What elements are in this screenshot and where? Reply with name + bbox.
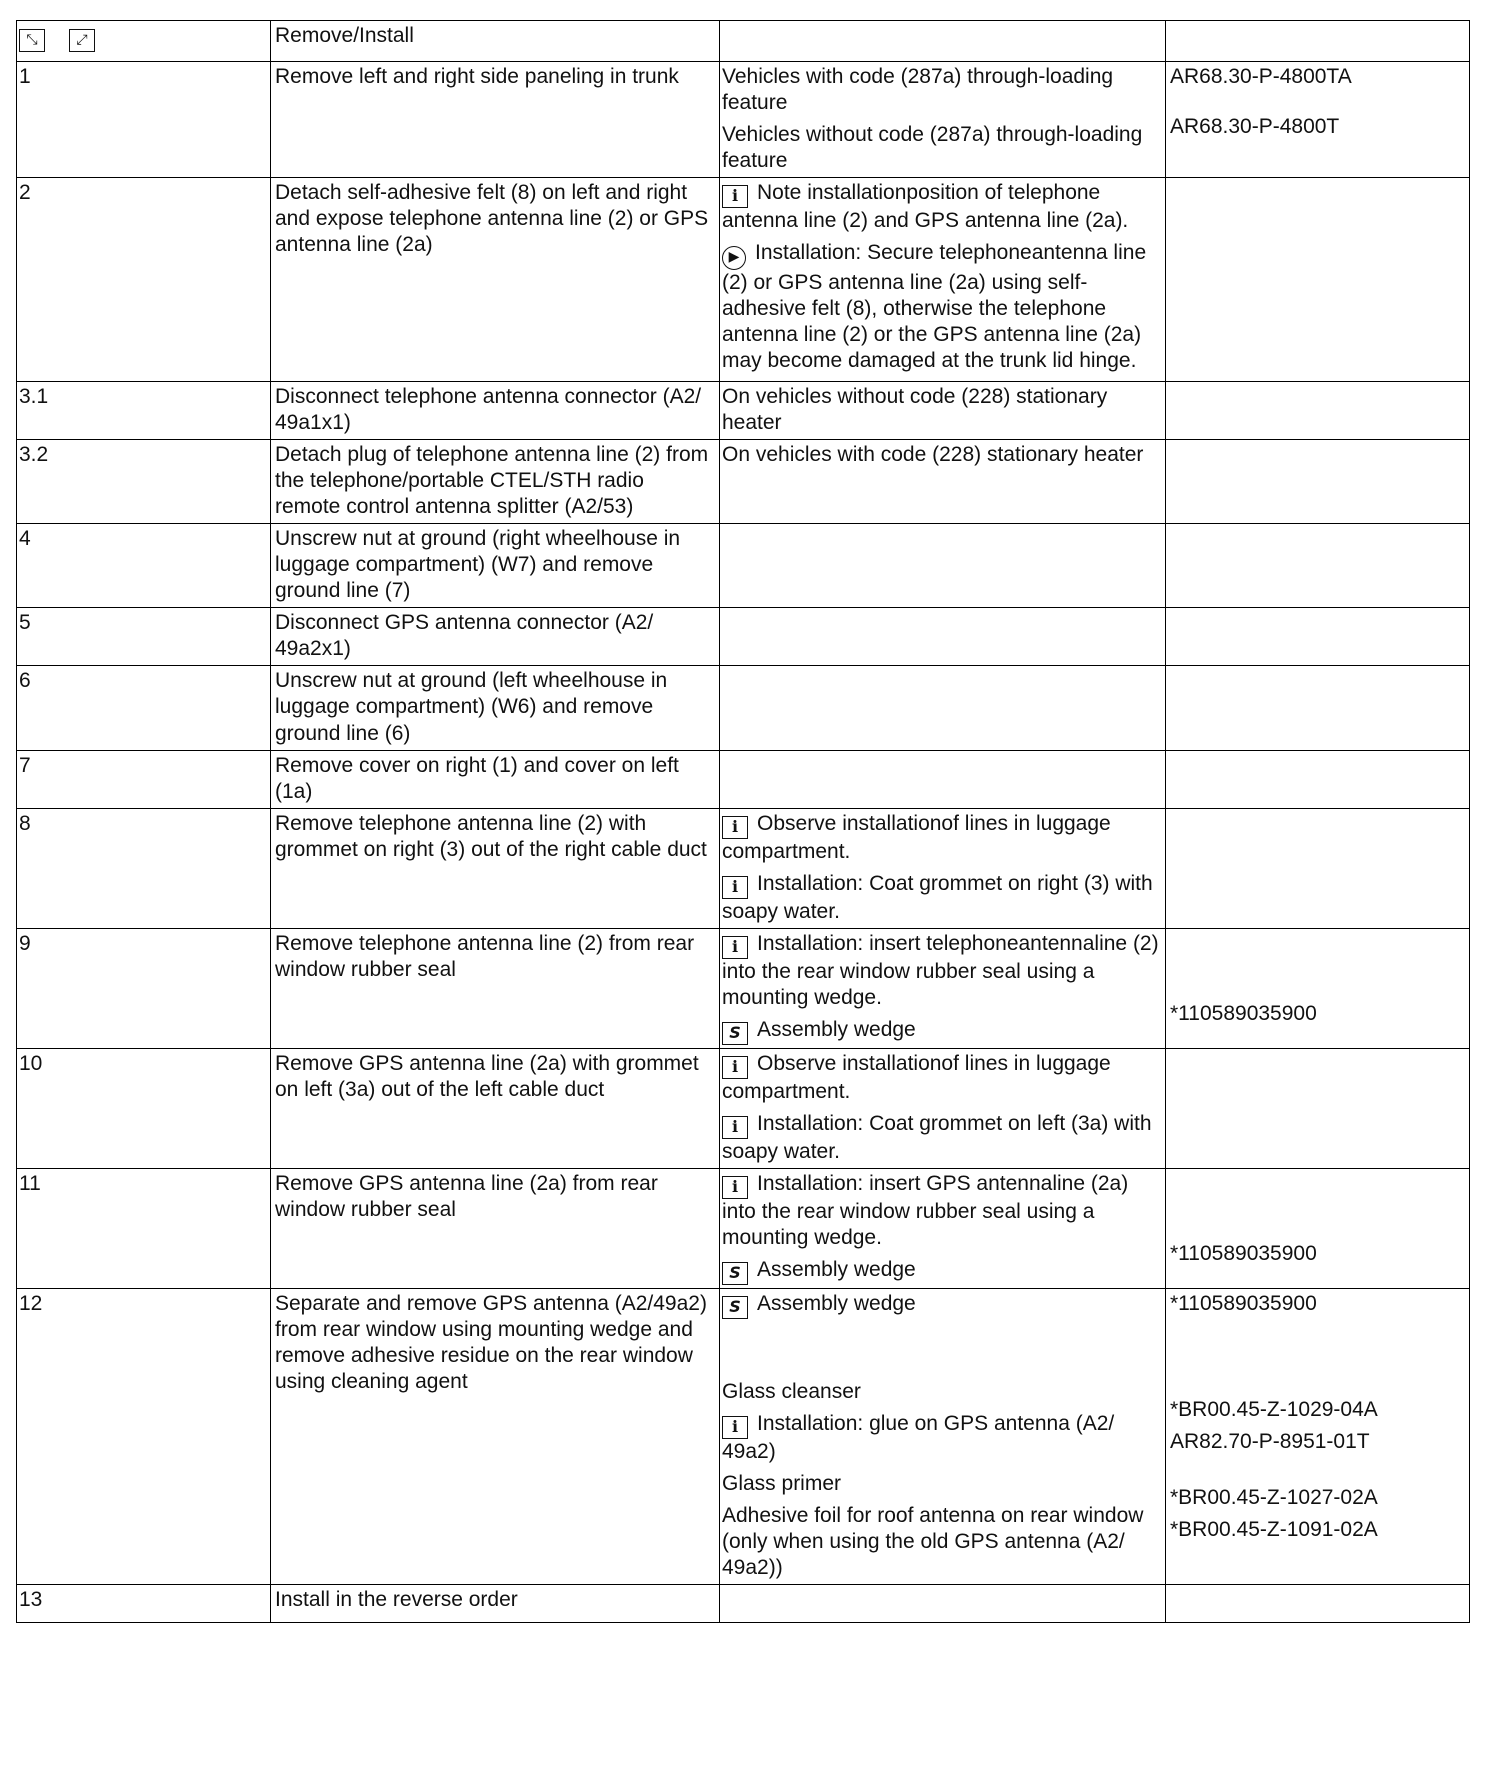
step-notes [720,1048,1166,1168]
note-text: On vehicles with code (228) stationary heater [722,443,1144,467]
step-number: 8 [17,808,271,928]
step-notes [720,750,1166,808]
step-references [1166,524,1470,608]
step-references [1166,928,1470,1048]
table-row [17,666,1470,750]
info-icon: i [722,936,748,959]
note-item [722,931,1163,1011]
step-references [1166,440,1470,524]
table-row [17,1168,1470,1288]
table-row [17,1048,1470,1168]
header-action: Remove/Install [271,21,720,62]
step-references [1166,1168,1470,1288]
note-text: Glass primer [722,1471,842,1495]
reference-code[interactable]: *BR00.45-Z-1029-04A [1170,1397,1378,1421]
step-references [1166,1585,1470,1623]
info-icon: i [722,816,748,839]
note-text: Observe installationof lines in luggage compartment. [722,811,1111,863]
note-item [722,1257,1163,1285]
table-row [17,808,1470,928]
table-header-row [17,21,1470,62]
note-text: On vehicles without code (228) stationary heater [722,385,1108,435]
note-item [722,122,1163,174]
note-item [722,811,1163,865]
note-text: Installation: insert telephoneantennaline (2) into the rear window rubber seal using a mounting wedge. [722,931,1159,1009]
header-refs [1166,21,1470,62]
info-icon: i [722,185,748,208]
step-number: 2 [17,178,271,382]
table-row [17,524,1470,608]
note-item [722,1379,1163,1405]
note-text: Assembly wedge [757,1017,916,1041]
table-row [17,750,1470,808]
step-notes [720,928,1166,1048]
step-action: Remove cover on right (1) and cover on left (1a) [271,750,720,808]
note-item [722,1503,1163,1581]
note-text: Installation: Coat grommet on right (3) with soapy water. [722,871,1153,923]
info-icon: i [722,1056,748,1079]
step-action: Detach plug of telephone antenna line (2) from the telephone/portable CTEL/STH radio remote control antenna splitter (A2/53) [271,440,720,524]
step-number: 11 [17,1168,271,1288]
info-icon: i [722,1116,748,1139]
step-references [1166,1048,1470,1168]
reference-code[interactable]: AR82.70-P-8951-01T [1170,1429,1370,1453]
step-number: 9 [17,928,271,1048]
info-icon: i [722,1176,748,1199]
step-number: 10 [17,1048,271,1168]
reference-code[interactable]: AR68.30-P-4800T [1170,115,1340,139]
note-text: Installation: glue on GPS antenna (A2/ 49a2) [722,1411,1115,1463]
step-notes [720,808,1166,928]
step-action: Separate and remove GPS antenna (A2/49a2) from rear window using mounting wedge and remove adhesive residue on the rear window using cleaning agent [271,1288,720,1584]
note-item [722,871,1163,925]
info-icon: i [722,1416,748,1439]
table-row [17,1585,1470,1623]
table-row [17,62,1470,178]
table-row [17,928,1470,1048]
step-action: Remove GPS antenna line (2a) with grommet on left (3a) out of the left cable duct [271,1048,720,1168]
step-notes [720,62,1166,178]
reference-code[interactable]: *BR00.45-Z-1027-02A [1170,1485,1378,1509]
tool-icon: S [722,1022,748,1045]
note-item [722,240,1163,374]
table-row [17,440,1470,524]
step-action: Install in the reverse order [271,1585,720,1623]
step-number: 5 [17,608,271,666]
step-action: Remove left and right side paneling in trunk [271,62,720,178]
reference-code[interactable]: AR68.30-P-4800TA [1170,65,1352,88]
note-item [722,1111,1163,1165]
step-number: 12 [17,1288,271,1584]
step-notes [720,1288,1166,1584]
note-item [722,442,1163,468]
note-text: Adhesive foil for roof antenna on rear window (only when using the old GPS antenna (A2/ 49a2)) [722,1503,1144,1579]
table-row [17,608,1470,666]
note-item [722,1051,1163,1105]
info-icon: i [722,876,748,899]
step-action: Remove telephone antenna line (2) with grommet on right (3) out of the right cable duct [271,808,720,928]
step-number: 6 [17,666,271,750]
note-text: Assembly wedge [757,1257,916,1281]
note-text: Vehicles without code (287a) through-loading feature [722,123,1143,173]
step-notes [720,440,1166,524]
step-number: 4 [17,524,271,608]
expand-icon[interactable]: ⤡ [19,29,45,52]
step-notes [720,1168,1166,1288]
header-notes [720,21,1166,62]
step-notes [720,1585,1166,1623]
note-item [722,64,1163,116]
step-references [1166,666,1470,750]
step-action: Detach self-adhesive felt (8) on left and right and expose telephone antenna line (2) or GPS antenna line (2a) [271,178,720,382]
header-icons-cell [17,21,271,62]
note-item [722,1171,1163,1251]
step-references [1166,608,1470,666]
step-number: 3.2 [17,440,271,524]
step-notes [720,666,1166,750]
note-text: Observe installationof lines in luggage compartment. [722,1051,1111,1103]
tool-icon: S [722,1296,748,1319]
note-text: Assembly wedge [757,1291,916,1315]
reference-code[interactable]: *110589035900 [1170,1001,1317,1025]
collapse-icon[interactable]: ⤢ [69,29,95,52]
step-action: Unscrew nut at ground (right wheelhouse in luggage compartment) (W7) and remove ground line (7) [271,524,720,608]
reference-code[interactable]: *110589035900 [1170,1241,1317,1265]
note-item [722,1291,1163,1319]
step-references [1166,808,1470,928]
note-item [722,180,1163,234]
reference-code[interactable]: *110589035900 [1170,1291,1317,1315]
note-item [722,1411,1163,1465]
tool-icon: S [722,1262,748,1285]
step-action: Remove telephone antenna line (2) from rear window rubber seal [271,928,720,1048]
note-text: Vehicles with code (287a) through-loading feature [722,65,1114,115]
table-row [17,178,1470,382]
step-notes [720,608,1166,666]
step-references [1166,750,1470,808]
step-notes [720,382,1166,440]
step-action: Unscrew nut at ground (left wheelhouse in luggage compartment) (W6) and remove ground line (6) [271,666,720,750]
reference-code[interactable]: *BR00.45-Z-1091-02A [1170,1517,1378,1541]
procedure-table [16,20,1470,1623]
installation-warning-icon: ▶ [722,246,746,270]
step-references [1166,1288,1470,1584]
step-number: 13 [17,1585,271,1623]
step-action: Disconnect telephone antenna connector (A2/ 49a1x1) [271,382,720,440]
step-notes [720,178,1166,382]
step-number: 7 [17,750,271,808]
table-row [17,1288,1470,1584]
step-number: 3.1 [17,382,271,440]
note-text: Installation: Coat grommet on left (3a) with soapy water. [722,1111,1152,1163]
note-text: Note installationposition of telephone antenna line (2) and GPS antenna line (2a). [722,181,1129,233]
step-references [1166,382,1470,440]
table-row [17,382,1470,440]
step-references [1166,178,1470,382]
note-item [722,1017,1163,1045]
step-notes [720,524,1166,608]
note-text: Installation: Secure telephoneantenna line (2) or GPS antenna line (2a) using self-adhesive felt (8), otherwise the telephone antenna line (2) or the GPS antenna line (2a) may become damaged at the trunk lid hinge. [722,241,1147,373]
step-action: Remove GPS antenna line (2a) from rear window rubber seal [271,1168,720,1288]
step-number: 1 [17,62,271,178]
step-action: Disconnect GPS antenna connector (A2/ 49a2x1) [271,608,720,666]
note-text: Glass cleanser [722,1379,861,1403]
note-item [722,1471,1163,1497]
note-text: Installation: insert GPS antennaline (2a) into the rear window rubber seal using a mounting wedge. [722,1171,1129,1249]
step-references [1166,62,1470,178]
note-item [722,384,1163,436]
